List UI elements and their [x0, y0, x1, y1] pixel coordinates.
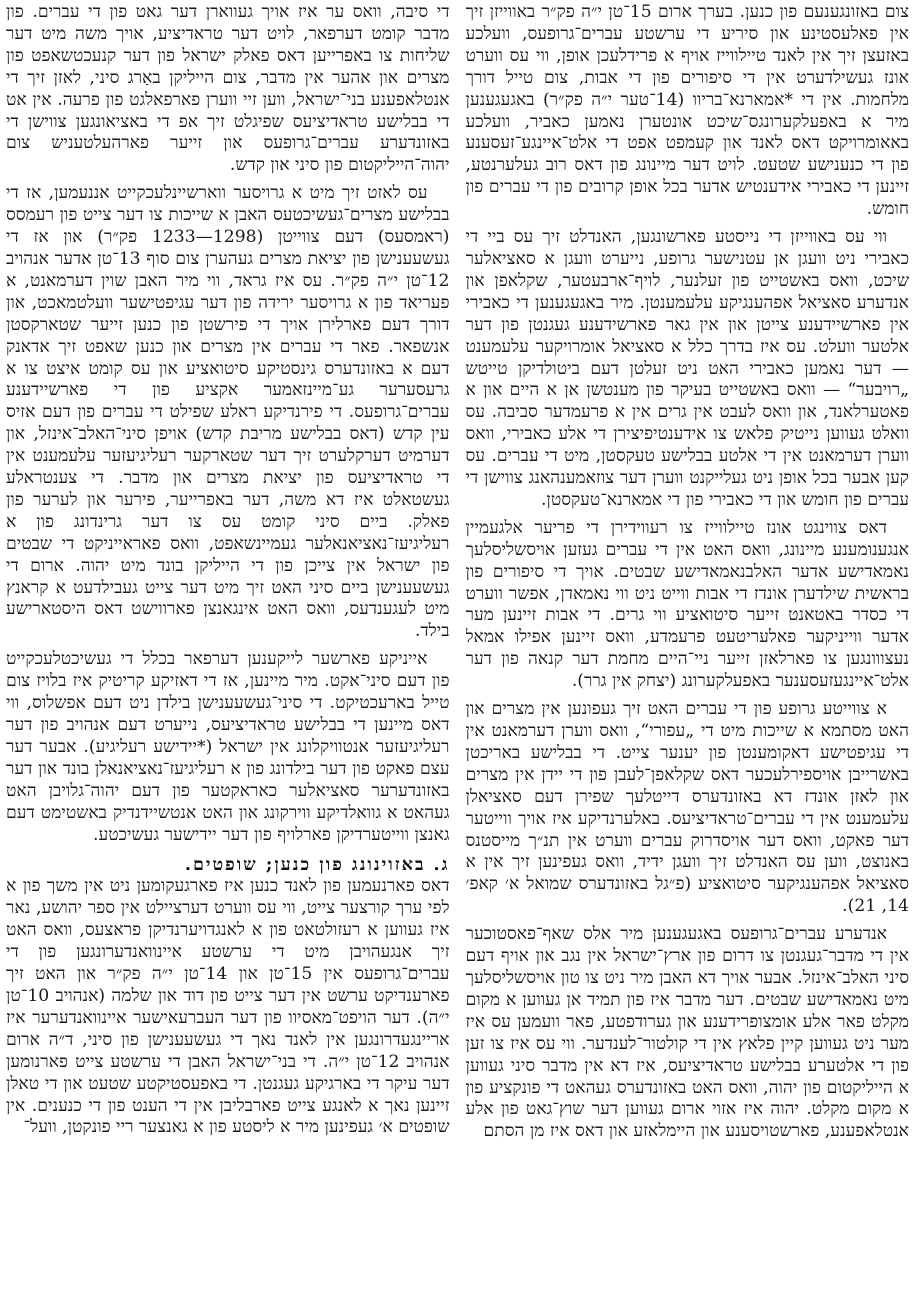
paragraph: א צווייטע גרופע פון די עברים האט זיך געפונען אין מצרים און האט מסתמא א שייכות מיט די „עפורי“, וואס ווערן דערמאנט אין די עגיפטישע דאקומענטן פון יענער צייט. די בבלישע באריכטן באשרייבן אויספירלעכער דאס שקלאפן־לעבן פון די יידן אין מצרים און לאזן אונדז דא באזונדערס דייטלעך שפירן דעם סאציאלן עלעמענט אין די עברים־טראדיציעס. באלערנדיקע איז אויך ווייטער דער פאקט, וואס דער אויסדרוק עברים ווערט אין תנ״ך מייסטנס באנוצט, ווען עס האנדלט זיך וועגן ידיד, וואס געפינען זיך אין א סאציאל אפהענגיקער סיטואציע (פ״גל באזונדערס שמואל א׳ קאפ׳ 14, 21).: [465, 699, 909, 917]
paragraph: צום באזונגענעם פון כנען. בערך ארום 15־טן י״ה פק״ר באווייזן זיך אין פאלעסטינע און סיריע די ערשטע עברים־גרופעס, וועלכע באזעצן זיך אין לאנד טיילווייז אויף א פרידלעכן אופן, ווי עס ווערט אונז געשילדערט אין די סיפורים פון די אבות, צום טייל דורך מלחמות. אין די *אמארנא־בריוו (14־טער י״ה פק״ר) באגעגענען מיר א באפעלקערונגס־שיכט אונטערן נאמען כאביר, וועלכע באאומרויקט דאס לאנד און קעמפט אפט די אלט־איינגע־זעסענע פון די כנענישע שטעט. לויט דער מיינונג פון דאס רוב געלערנטע, זיינען די כאבירי אידענטיש אדער בכל אופן קרובים פון די עברים פון חומש.: [465, 2, 909, 220]
paragraph: אנדערע עברים־גרופעס באגעגענען מיר אלס שאף־פאסטוכער אין די מדבר־געגנטן צו דרום פון ארץ־ישראל אין נגב און אויף דעם סיני האלב־אינזל. אבער אויך דא האבן מיר ניט צו טון אויסשליסלעך מיט נאמאדישע שבטים. דער מדבר איז פון תמיד אן געווען א מקום מקלט פאר אלע אומצופרידענע און גערודפטע, פאר וועמען עס איז מער ניט געווען קיין פלאץ אין די קולטור־לענדער. ווי עס איז צו זען פון די אלטערע בבלישע טראדיציעס, איז דא אין מדבר סיני געווען א הייליקטום פון יהוה, וואס האט באזונדערס געהאט די פונקציע פון א מקום מקלט. יהוה איז אזוי ארום געווען דער שוץ־גאט פון אלע אנטלאפענע, פארשטויסענע און היימלאזע און דאס איז מן הסתם: [465, 924, 909, 1142]
paragraph: דאס צווינגט אונז טיילווייז צו רעווידירן די פריער אלגעמיין אנגענומענע מיינונג, וואס האט אין די עברים געזען אויסשליסלעך נאמאדישע אדער האלבנאמאדישע שבטים. אויך די סיפורים פון בראשית שילדערן אונדז די אבות ווייט ניט ווי נאמאדן, אפשר ווערט די כסדר באטאנט זייער סיטואציע ווי גרים. די אבות זיינען מער אדער ווייניקער פאלעריטעט פרעמדע, וואס זיינען אפילו אמאל נעצווונגען צו פארלאזן זייער ניי־היים מחמת דער קנאה פון דער אלט־איינגעזעסענער באפעלקערונג (יצחק אין גרר).: [465, 517, 909, 692]
right-column: [466, 2, 910, 1303]
paragraph: אייניקע פארשער לייקענען דערפאר בכלל די געשיכטלעכקייט פון דעם סיני־אקט. מיר מיינען, אז די דאזיקע קריטיק איז בלויז צום טייל בארעכטיקט. די סיני־געשעענישן בילדן ניט דעם אפשלוס, ווי דאס מיינען די בבלישע טראדיציעס, נייערט דעם אנהויב פון דער רעליגיעזער אנטוויקלונג אין ישראל (*יידישע רעליגיע). אבער דער עצם פאקט פון דער בילדונג פון א רעליגיעז־נאציאנאלן בונד און דער באזונדערער סאציאלער כאראקטער פון דעם יהוה־גלויבן האט געהאט א גוואלדיקע ווירקונג און האט אנטשיידנדיק באשטימט דעם גאנצן ווייטערדיקן פארלויף פון דער יידישער געשיכטע.: [6, 649, 450, 845]
paragraph: ווי עס באווייזן די נייסטע פארשונגען, האנדלט זיך עס ביי די כאבירי ניט וועגן אן עטנישער גרופע, נייערט וועגן א סאציאלער שיכט, וואס באשטייט פון זעלנער, לויף־ארבעטער, שקלאפן און אנדערע סאציאל אפהענגיקע עלעמענטן. מיר באגעגענען די כאבירי אין פארשיידענע צייטן און אין גאר פארשידענע געגנטן פון דער אלטער וועלט. עס איז בדרך כלל א סאציאל אומרויקער עלעמענט — דער נאמען כאבירי האט ניט זעלטן דעם ביטולדיקן טייטש „רויבער“ — וואס באשטייט בעיקר פון מענטשן אן א היים און א פאטערלאנד, און וואס לעבט אין גרים אין א פרעמדער סביבה. עס וואלט געווען נייטיק פלאש צו אידענטיפיצירן די אלע כאבירי, וואס ווערן דערמאנט אין די אלטע בבלישע טעקסטן, מיט די עברים. עס קען אבער בכל אופן ניט געלייקנט ווערן דער צוזאמענהאנג צווישן די עברים פון חומש און די כאבירי פון די אמארנא־טעקסטן.: [465, 227, 909, 510]
paragraph: עס לאזט זיך מיט א גרויסער ווארשיינלעכקייט אננעמען, אז די בבלישע מצרים־געשיכטעס האבן א שייכות צו דער צייט פון רעמסס (ראמסעס) דעם צווייטן (1298—1233 פק״ר) און אז די געשעענישן פון יציאת מצרים געהערן צום סוף 13־טן אדער אנהויב 12־טן י״ה פק״ר. עס איז גראד, ווי מיר האבן שוין דערמאנט, א פעריאד פון א גרויסער ירידה פון דער עגיפטישער וועלטמאכט, און דורך דעם פארלירן אויך די פירשטן פון כנען זייער שטארקסטן אנשפאר. פאר די עברים אין מצרים און כנען שאפט זיך אדאנק דעם א באזונדערס גינסטיקע סיטואציע און עס קומט איצט צו א גרעסערער גע־מיינזאמער אקציע פון די פארשיידענע עברים־גרופעס. די פירנדיקע ראלע שפילט די עברים פון דעם אזיס עין קדש (דאס בבלישע מריבת קדש) אויפן סיני־האלב־אינזל, און דערמיט דערקלערט זיך דער שטארקער רעליגיעזער עלעמענט אין די טראדיציעס פון יציאת מצרים און מדבר. די צענטראלע געשטאלט איז דא משה, דער באפרייער, פירער און לערער פון פאלק. ביים סיני קומט עס צו דער גרינדונג פון א רעליגיעז־נאציאנאלער געמיינשאפט, וואס פאראייניקט די שבטים פון ישראל אין צייכן פון די הייליקן בונד מיט יהוה. ארום די געשעענישן ביים סיני האט זיך מיט דער צייט געבילדעט א קראנץ מיט לעגענדעס, וואס האט אינגאנצן פארווישט דאס היסטארישע בילד.: [6, 183, 450, 642]
paragraph: די סיבה, וואס ער איז אויך געווארן דער גאט פון די עברים. פון מדבר קומט דערפאר, לויט דער טראדיציע, אויך משה מיט דער שליחות צו באפרייען דאס פאלק ישראל פון דער קנעכטשאפט פון מצרים און אהער אין מדבר, צום הייליקן באַרג סיני, לאזן זיך די אנטלאפענע בני־ישראל, ווען זיי ווערן פארפאלגט פון פרעה. אין אט די בבלישע טראדיציעס שפיגלט זיך אפ די באציאונגען צווישן די באזונדערע עברים־גרופעס און זייער פארהעלטעניש צום יהוה־הייליקטום פון סיני און קדש.: [6, 2, 450, 176]
paragraph: דאס פארנעמען פון לאנד כנען איז פארגעקומען ניט אין משך פון א לפי ערך קורצער צייט, ווי עס ווערט דערציילט אין ספר יהושע, נאר איז געווען א רעזולטאט פון א לאנגדויערנדיקן פראצעס, וואס האט זיך אנגעהויבן מיט די ערשטע איינוואנדערונגען פון די עברים־גרופעס אין 15־טן און 14־טן י״ה פק״ר און האט זיך פארענדיקט ערשט אין דער צייט פון דוד און שלמה (אנהויב 10־טן י״ה). דער הויפט־מאסיוו פון דער העברעאישער איינוואנדערער איז אריינגעדרונגען אין לאנד נאך די געשעענישן פון סיני, ד״ה ארום אנהויב 12־טן י״ה. די בני־ישראל האבן די ערשטע צייט פארנומען דער עיקר די בארגיקע געגנטן. די באפעסטיקטע שטעט און די טאלן זיינען נאך א לאנגע צייט פארבליבן אין די הענט פון די כנענים. אין שופטים א׳ געפינען מיר א ליסטע פון א גאנצער ריי פונקטן, וועל־: [6, 876, 450, 1138]
section-heading: ג. באזוינונג פון כנען; שופטים.: [184, 854, 450, 876]
left-column: [6, 2, 450, 1303]
